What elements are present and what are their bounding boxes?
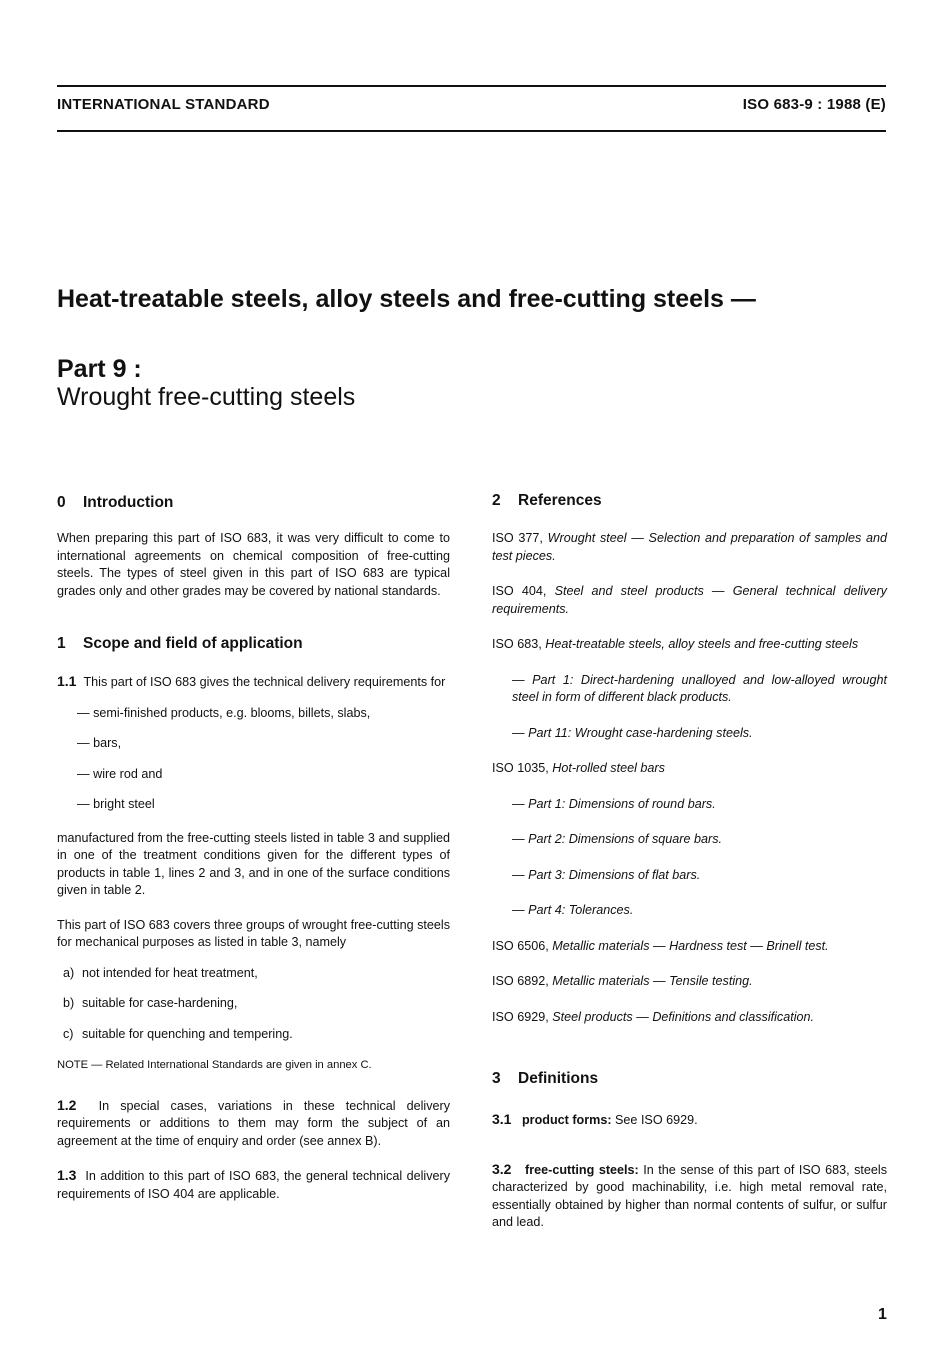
list-item: — wire rod and	[77, 766, 163, 781]
header-top-rule	[57, 85, 886, 87]
list-item: — Part 11: Wrought case-hardening steels.	[512, 725, 753, 740]
reference-iso-683: ISO 683, Heat-treatable steels, alloy steels and free-cutting steels	[492, 637, 859, 651]
list-item: — Part 1: Dimensions of round bars.	[512, 796, 716, 811]
section-introduction-heading: 0 Introduction	[57, 494, 174, 511]
reference-iso-404: ISO 404, Steel and steel products — General technical delivery requirements.	[492, 584, 887, 616]
list-item: a) not intended for heat treatment,	[63, 965, 258, 980]
list-item: — semi-finished products, e.g. blooms, billets, slabs,	[77, 705, 371, 720]
list-item: — Part 4: Tolerances.	[512, 903, 634, 917]
list-item: — Part 2: Dimensions of square bars.	[512, 832, 722, 846]
list-item: — Part 1: Direct-hardening unalloyed and low-alloyed wrought steel in form of different black products.	[512, 672, 887, 704]
header-bottom-rule	[57, 130, 886, 132]
reference-iso-1035: ISO 1035, Hot-rolled steel bars	[492, 761, 665, 775]
list-item: — Part 3: Dimensions of flat bars.	[512, 867, 701, 882]
section-references-heading: 2 References	[492, 492, 602, 509]
page-number: 1	[878, 1306, 887, 1323]
section-scope-heading: 1 Scope and field of application	[57, 635, 303, 652]
section-definitions-heading: 3 Definitions	[492, 1070, 599, 1087]
note: NOTE — Related International Standards are given in annex C.	[57, 1059, 372, 1071]
manufactured-text: manufactured from the free-cutting steels listed in table 3 and supplied in one of the treatment conditions given for the different types of products in table 1, lines 2 and 3, and in one of the surface conditions given in table 2.	[57, 830, 450, 897]
definition-3-2: 3.2 free-cutting steels: In the sense of this part of ISO 683, steels characterized by good machinability, i.e. high metal removal rate, essentially obtained by higher than normal contents of sulfur, or sulfur and lead.	[492, 1160, 888, 1229]
header-left: INTERNATIONAL STANDARD	[57, 96, 270, 113]
part-label: Part 9 :	[57, 355, 142, 383]
part-subtitle: Wrought free-cutting steels	[57, 383, 356, 411]
reference-iso-377: ISO 377, Wrought steel — Selection and preparation of samples and test pieces.	[492, 531, 888, 563]
clause-1-2: 1.2 In special cases, variations in these technical delivery requirements or additions to them may form the subject of an agreement at the time of enquiry and order (see annex B).	[57, 1096, 450, 1148]
reference-iso-6506: ISO 6506, Metallic materials — Hardness test — Brinell test.	[492, 938, 829, 953]
clause-1-3: 1.3 In addition to this part of ISO 683, the general technical delivery requirements of ISO 404 are applicable.	[57, 1167, 450, 1201]
reference-iso-6929: ISO 6929, Steel products — Definitions and classification.	[492, 1009, 815, 1024]
introduction-text: When preparing this part of ISO 683, it was very difficult to come to international agreements on chemical composition of free-cutting steels. The types of steel given in this part of ISO 683 are typical grades only and other grades may be covered by national standards.	[57, 531, 450, 598]
right-column	[492, 491, 887, 1232]
list-item: c) suitable for quenching and tempering.	[63, 1026, 293, 1041]
definition-3-1: 3.1 product forms: See ISO 6929.	[492, 1111, 698, 1127]
header-right: ISO 683-9 : 1988 (E)	[742, 96, 886, 113]
list-item: b) suitable for case-hardening,	[63, 996, 238, 1010]
left-column	[57, 493, 450, 1203]
document-title: Heat-treatable steels, alloy steels and free-cutting steels —	[57, 285, 756, 313]
list-item: — bars,	[77, 736, 122, 750]
covers-text: This part of ISO 683 covers three groups of wrought free-cutting steels for mechanical purposes as listed in table 3, namely	[57, 917, 450, 949]
list-item: — bright steel	[77, 797, 155, 811]
reference-iso-6892: ISO 6892, Metallic materials — Tensile testing.	[492, 974, 753, 988]
clause-1-1: 1.1 This part of ISO 683 gives the technical delivery requirements for	[57, 673, 446, 689]
